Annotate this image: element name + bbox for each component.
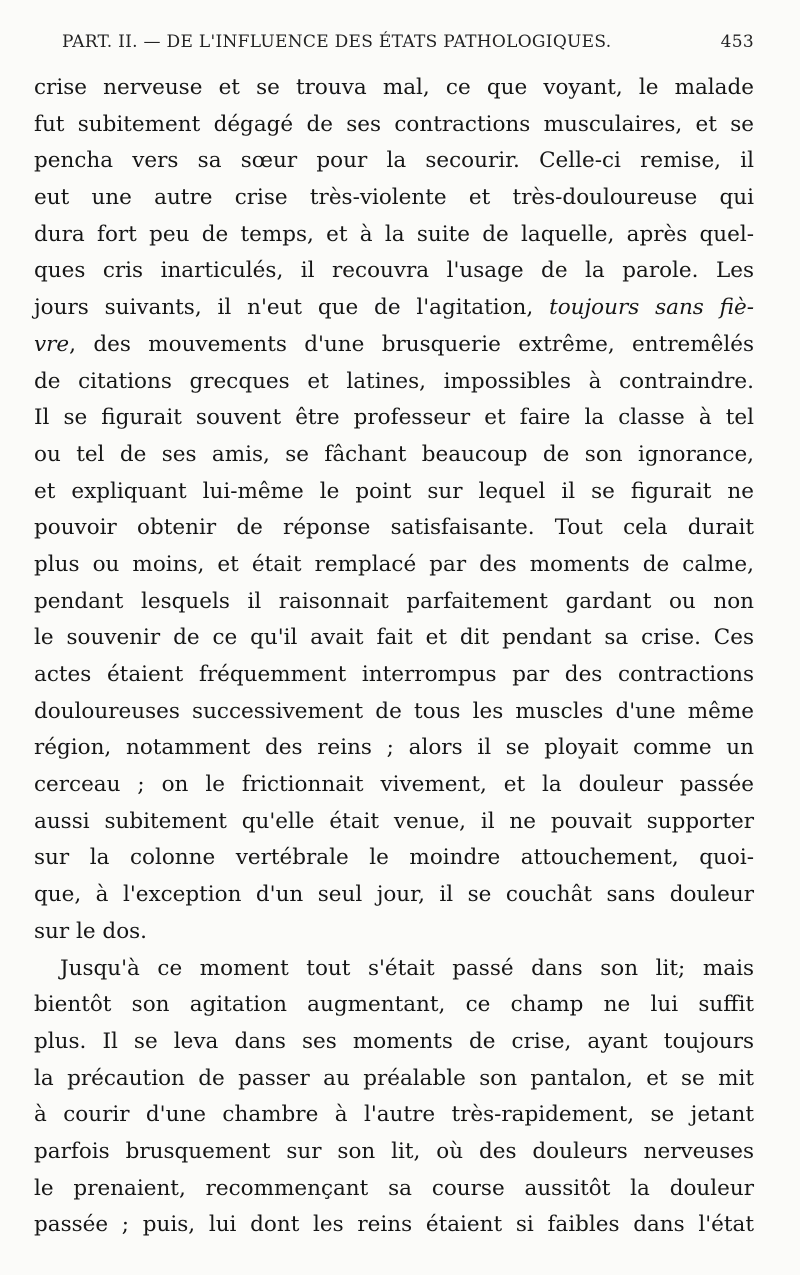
text-segment: jours suivants, il n'eut que de l'agitation,: [34, 295, 534, 321]
text-line: ou tel de ses amis, se fâchant beaucoup de son ignorance,: [34, 441, 754, 467]
text-line: actes étaient fréquemment interrompus par des contractions: [34, 662, 754, 687]
text-line: plus. Il se leva dans ses moments de crise, ayant toujours: [34, 1028, 754, 1054]
text-line: aussi subitement qu'elle était venue, il ne pouvait supporter: [34, 808, 754, 834]
text-line: région, notamment des reins ; alors il se ployait comme un: [34, 735, 754, 761]
text-line: fut subitement dégagé de ses contractions musculaires, et se: [34, 111, 754, 137]
text-line: de citations grecques et latines, impossibles à contraindre.: [34, 368, 754, 394]
text-line: dura fort peu de temps, et à la suite de laquelle, après quel-: [34, 221, 754, 247]
text-line: eut une autre crise très-violente et très-douloureuse qui: [34, 185, 754, 211]
text-line: pencha vers sa sœur pour la secourir. Celle-ci remise, il: [34, 148, 754, 174]
text-line: Il se figurait souvent être professeur et faire la classe à tel: [34, 405, 754, 431]
text-line: crise nerveuse et se trouva mal, ce que voyant, le malade: [34, 75, 754, 100]
text-line: le prenaient, recommençant sa course aussitôt la douleur: [34, 1175, 754, 1201]
text-line: plus ou moins, et était remplacé par des moments de calme,: [34, 551, 754, 577]
text-line: parfois brusquement sur son lit, où des douleurs nerveuses: [34, 1138, 754, 1164]
text-line: ques cris inarticulés, il recouvra l'usage de la parole. Les: [34, 258, 754, 284]
running-head: [62, 32, 754, 62]
text-line: [34, 290, 754, 327]
text-line: douloureuses successivement de tous les muscles d'une même: [34, 698, 754, 724]
text-line: la précaution de passer au préalable son pantalon, et se mit: [34, 1065, 754, 1091]
text-line: que, à l'exception d'un seul jour, il se couchât sans douleur: [34, 882, 754, 908]
page-number: 453: [720, 32, 754, 52]
text-line: passée ; puis, lui dont les reins étaient si faibles dans l'état: [34, 1212, 754, 1238]
text-line: pouvoir obtenir de réponse satisfaisante. Tout cela durait: [34, 515, 754, 541]
italic-phrase: toujours sans fiè-: [549, 295, 755, 321]
italic-phrase-continued: vre: [34, 331, 70, 357]
paragraph-2: [34, 951, 754, 1245]
text-line: sur le dos.: [34, 918, 148, 944]
text-line: le souvenir de ce qu'il avait fait et dit pendant sa crise. Ces: [34, 625, 754, 651]
text-line: à courir d'une chambre à l'autre très-rapidement, se jetant: [34, 1102, 754, 1128]
running-head-title: PART. II. — DE L'INFLUENCE DES ÉTATS PATHOLOGIQUES.: [62, 32, 612, 52]
paragraph-1: [34, 70, 754, 951]
text-line: bientôt son agitation augmentant, ce champ ne lui suffit: [34, 992, 754, 1018]
body-text: [34, 70, 754, 1244]
text-line: [34, 327, 754, 364]
text-line: cerceau ; on le frictionnait vivement, et la douleur passée: [34, 772, 754, 798]
text-segment: , des mouvements d'une brusquerie extrême, entremêlés: [69, 331, 754, 357]
text-line: Jusqu'à ce moment tout s'était passé dans son lit; mais: [60, 955, 754, 981]
text-line: et expliquant lui-même le point sur lequel il se figurait ne: [34, 478, 754, 504]
text-line: pendant lesquels il raisonnait parfaitement gardant ou non: [34, 588, 754, 614]
text-line: sur la colonne vertébrale le moindre attouchement, quoi-: [34, 845, 754, 871]
